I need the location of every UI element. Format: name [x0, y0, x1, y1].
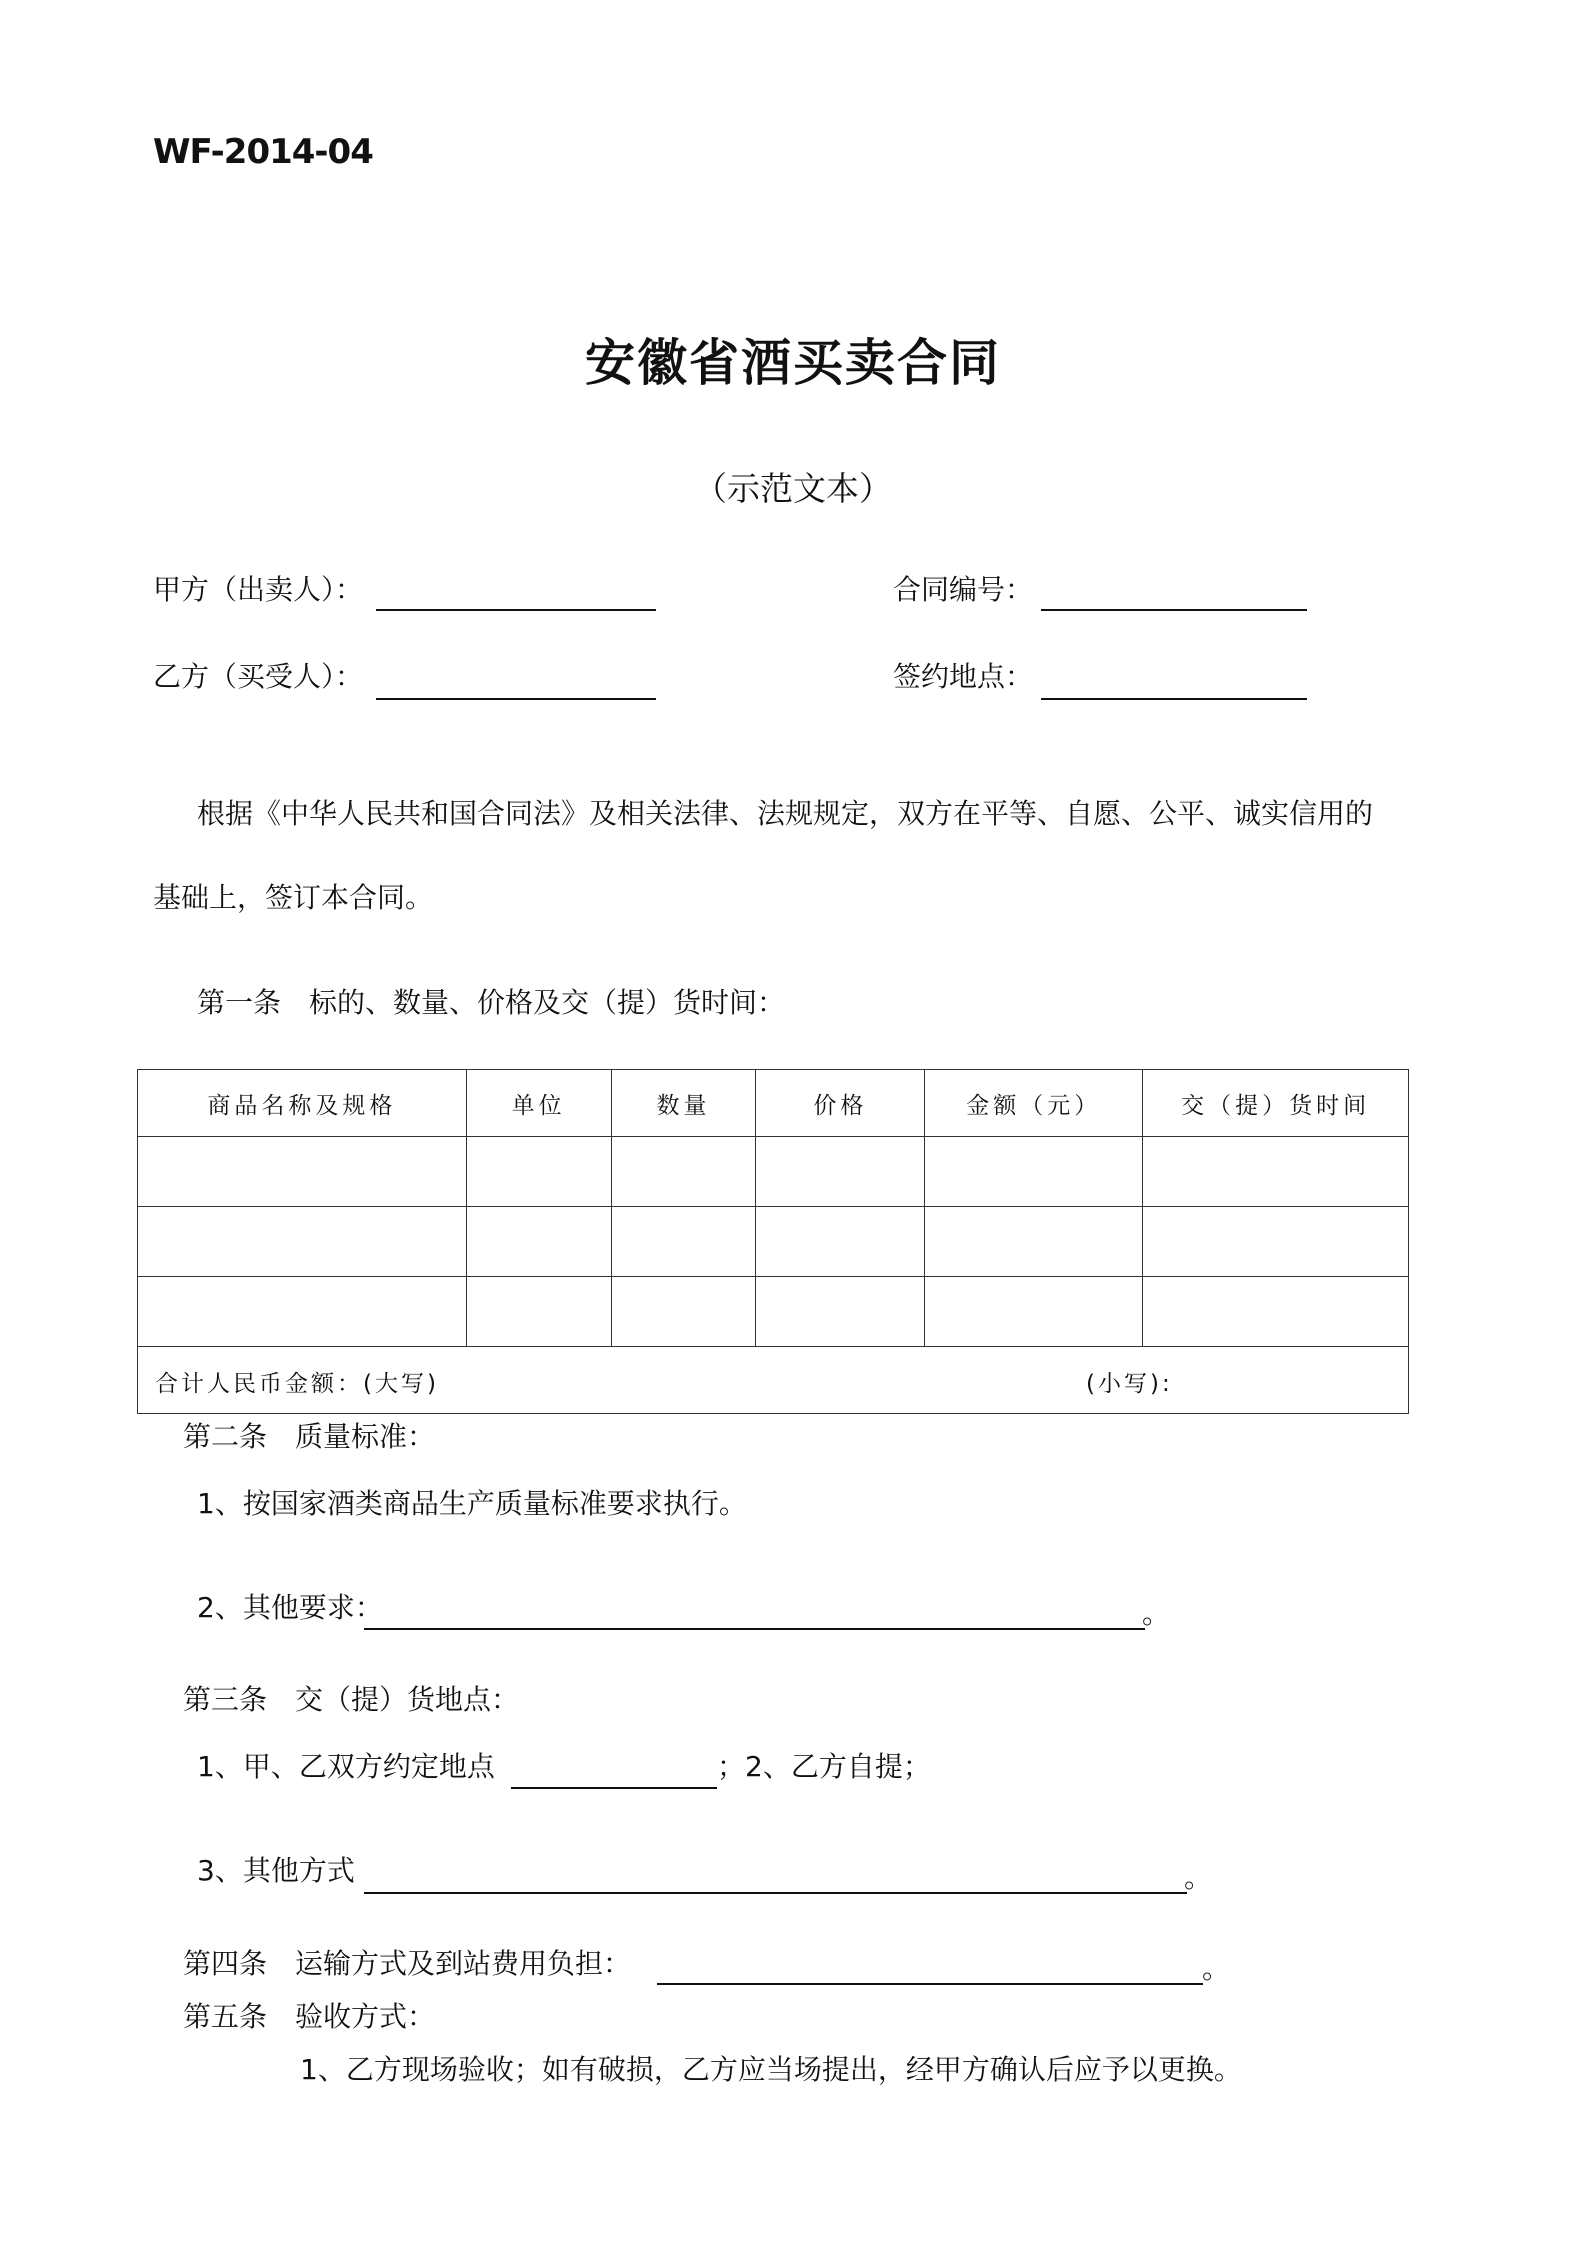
total-amount-label: 合计人民币金额：(大写) [155, 1371, 439, 1397]
table-cell[interactable] [1143, 1137, 1409, 1207]
document-title: 安徽省酒买卖合同 [585, 334, 1001, 392]
table-cell[interactable] [925, 1277, 1143, 1347]
table-cell[interactable] [756, 1137, 925, 1207]
table-header-cell: 商品名称及规格 [138, 1070, 467, 1137]
table-row [138, 1207, 1409, 1277]
table-cell[interactable] [756, 1277, 925, 1347]
table-cell[interactable] [611, 1277, 756, 1347]
other-method-field[interactable] [364, 1892, 1187, 1894]
table-total-row [138, 1347, 1409, 1414]
table-cell[interactable] [466, 1207, 611, 1277]
article-5-item-1: 1、乙方现场验收；如有破损，乙方应当场提出，经甲方确认后应予以更换。 [300, 2053, 1242, 2086]
preamble-line-2: 基础上，签订本合同。 [153, 881, 434, 914]
table-cell[interactable] [1143, 1207, 1409, 1277]
article-3-item-1-label: 1、甲、乙双方约定地点 [197, 1750, 495, 1783]
sign-place-field[interactable] [1041, 698, 1307, 700]
seller-label: 甲方（出卖人）： [153, 573, 364, 606]
table-cell[interactable] [611, 1207, 756, 1277]
table-cell[interactable] [138, 1137, 467, 1207]
article-4-heading: 第四条 运输方式及到站费用负担： [183, 1947, 632, 1980]
goods-table [137, 1069, 1409, 1414]
article-3-item-3-label: 3、其他方式 [197, 1854, 355, 1887]
table-cell[interactable] [466, 1137, 611, 1207]
agreed-place-field[interactable] [511, 1787, 717, 1789]
table-header-cell: 单位 [466, 1070, 611, 1137]
table-cell[interactable] [756, 1207, 925, 1277]
article-2-item-2-end: 。 [1142, 1597, 1171, 1630]
article-2-item-2-label: 2、其他要求： [197, 1591, 383, 1624]
table-cell[interactable] [138, 1207, 467, 1277]
document-code: WF-2014-04 [153, 132, 373, 172]
article-3-item-3-end: 。 [1184, 1861, 1213, 1894]
table-cell[interactable] [925, 1207, 1143, 1277]
article-3-item-1-rest: ；2、乙方自提； [717, 1750, 931, 1783]
table-cell[interactable] [925, 1137, 1143, 1207]
transport-cost-field[interactable] [657, 1983, 1203, 1985]
table-header-row [138, 1070, 1409, 1137]
buyer-label: 乙方（买受人）： [153, 660, 364, 693]
article-1-heading: 第一条 标的、数量、价格及交（提）货时间： [197, 986, 786, 1019]
table-header-cell: 交（提）货时间 [1143, 1070, 1409, 1137]
total-small-label: (小写): [1086, 1371, 1173, 1397]
table-cell[interactable] [1143, 1277, 1409, 1347]
table-header-cell: 价格 [756, 1070, 925, 1137]
table-row [138, 1277, 1409, 1347]
article-5-heading: 第五条 验收方式： [183, 2000, 436, 2033]
table-cell[interactable] [611, 1137, 756, 1207]
contract-no-label: 合同编号： [893, 573, 1034, 606]
seller-field[interactable] [376, 609, 656, 611]
table-header-cell: 金额（元） [925, 1070, 1143, 1137]
table-total-cell [138, 1347, 1409, 1414]
contract-no-field[interactable] [1041, 609, 1307, 611]
other-requirements-field[interactable] [364, 1628, 1145, 1630]
buyer-field[interactable] [376, 698, 656, 700]
sign-place-label: 签约地点： [893, 660, 1034, 693]
document-subtitle: （示范文本） [694, 469, 892, 508]
table-header-cell: 数量 [611, 1070, 756, 1137]
table-row [138, 1137, 1409, 1207]
table-cell[interactable] [466, 1277, 611, 1347]
article-2-item-1: 1、按国家酒类商品生产质量标准要求执行。 [197, 1487, 747, 1520]
article-3-heading: 第三条 交（提）货地点： [183, 1683, 520, 1716]
article-2-heading: 第二条 质量标准： [183, 1420, 436, 1453]
article-4-end: 。 [1202, 1952, 1231, 1985]
preamble-line-1: 根据《中华人民共和国合同法》及相关法律、法规规定，双方在平等、自愿、公平、诚实信用的 [197, 797, 1374, 830]
table-cell[interactable] [138, 1277, 467, 1347]
